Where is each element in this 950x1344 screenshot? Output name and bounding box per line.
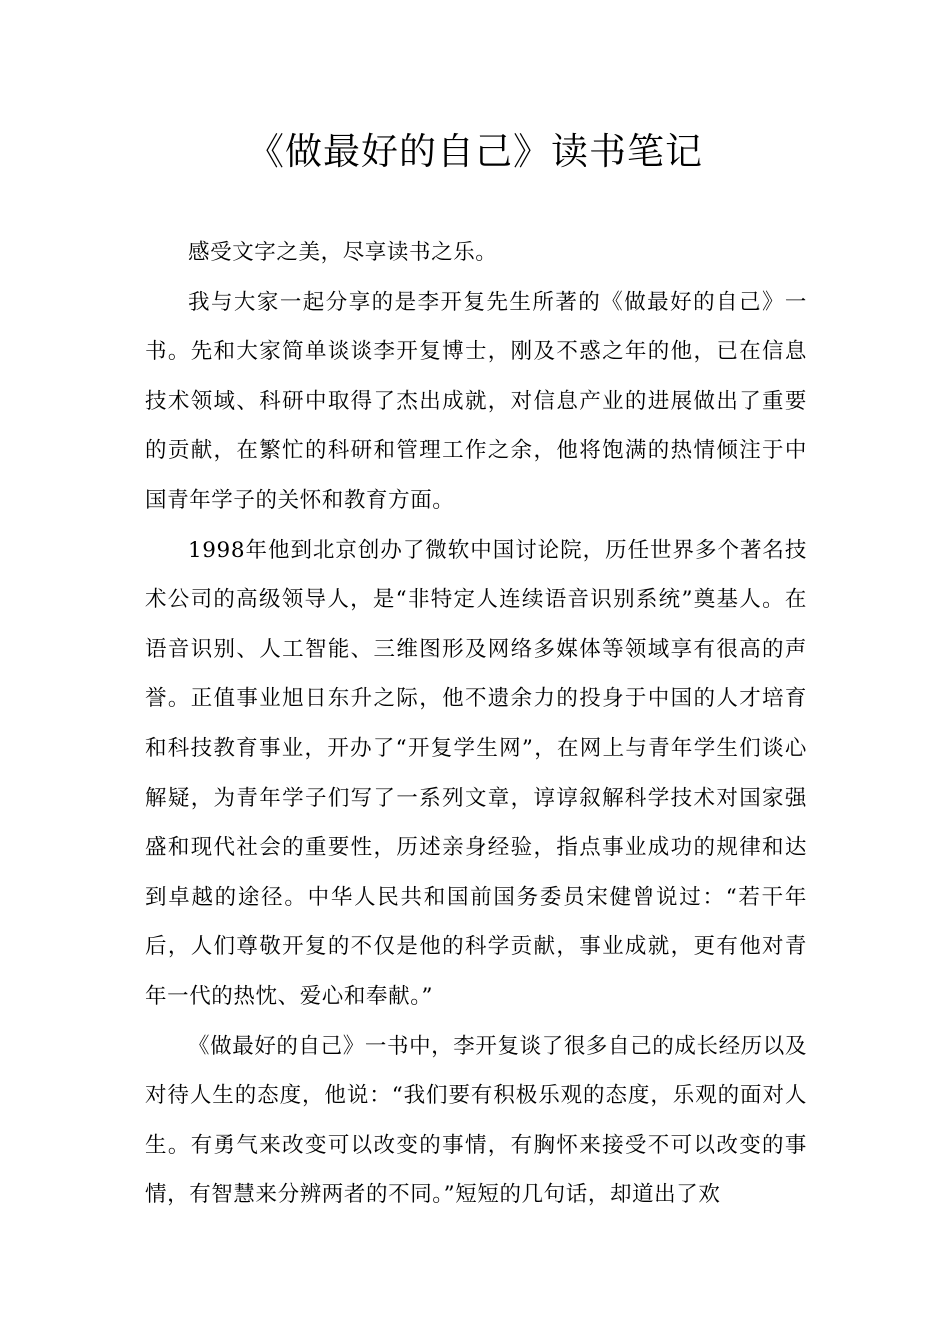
paragraph-author-intro: 我与大家一起分享的是李开复先生所著的《做最好的自己》一书。先和大家简单谈谈李开复博士，刚及不惑之年的他，已在信息技术领域、科研中取得了杰出成就，对信息产业的进展做出了重要的贡献，在繁忙的科研和管理工作之余，他将饱满的热情倾注于中国青年学子的关怀和教育方面。: [145, 289, 807, 513]
paragraph-career: 1998年他到北京创办了微软中国讨论院，历任世界多个著名技术公司的高级领导人，是“非特定人连续语音识别系统”奠基人。在语音识别、人工智能、三维图形及网络多媒体等领域享有很高的声誉。正值事业旭日东升之际，他不遗余力的投身于中国的人才培育和科技教育事业，开办了“开复学生网”，在网上与青年学生们谈心解疑，为青年学子们写了一系列文章，谆谆叙解科学技术对国家强盛和现代社会的重要性，历述亲身经验，指点事业成功的规律和达到卓越的途径。中华人民共和国前国务委员宋健曾说过：“若干年后，人们尊敬开复的不仅是他的科学贡献，事业成就，更有他对青年一代的热忱、爱心和奉献。”: [145, 537, 807, 1009]
paragraph-book-content: 《做最好的自己》一书中，李开复谈了很多自己的成长经历以及对待人生的态度，他说：“我们要有积极乐观的态度，乐观的面对人生。有勇气来改变可以改变的事情，有胸怀来接受不可以改变的事情，有智慧来分辨两者的不同。”短短的几句话，却道出了欢: [145, 1033, 807, 1208]
document-body: [145, 228, 807, 1220]
document-title: 《做最好的自己》读书笔记: [247, 130, 703, 173]
paragraph-intro: 感受文字之美，尽享读书之乐。: [188, 240, 498, 265]
